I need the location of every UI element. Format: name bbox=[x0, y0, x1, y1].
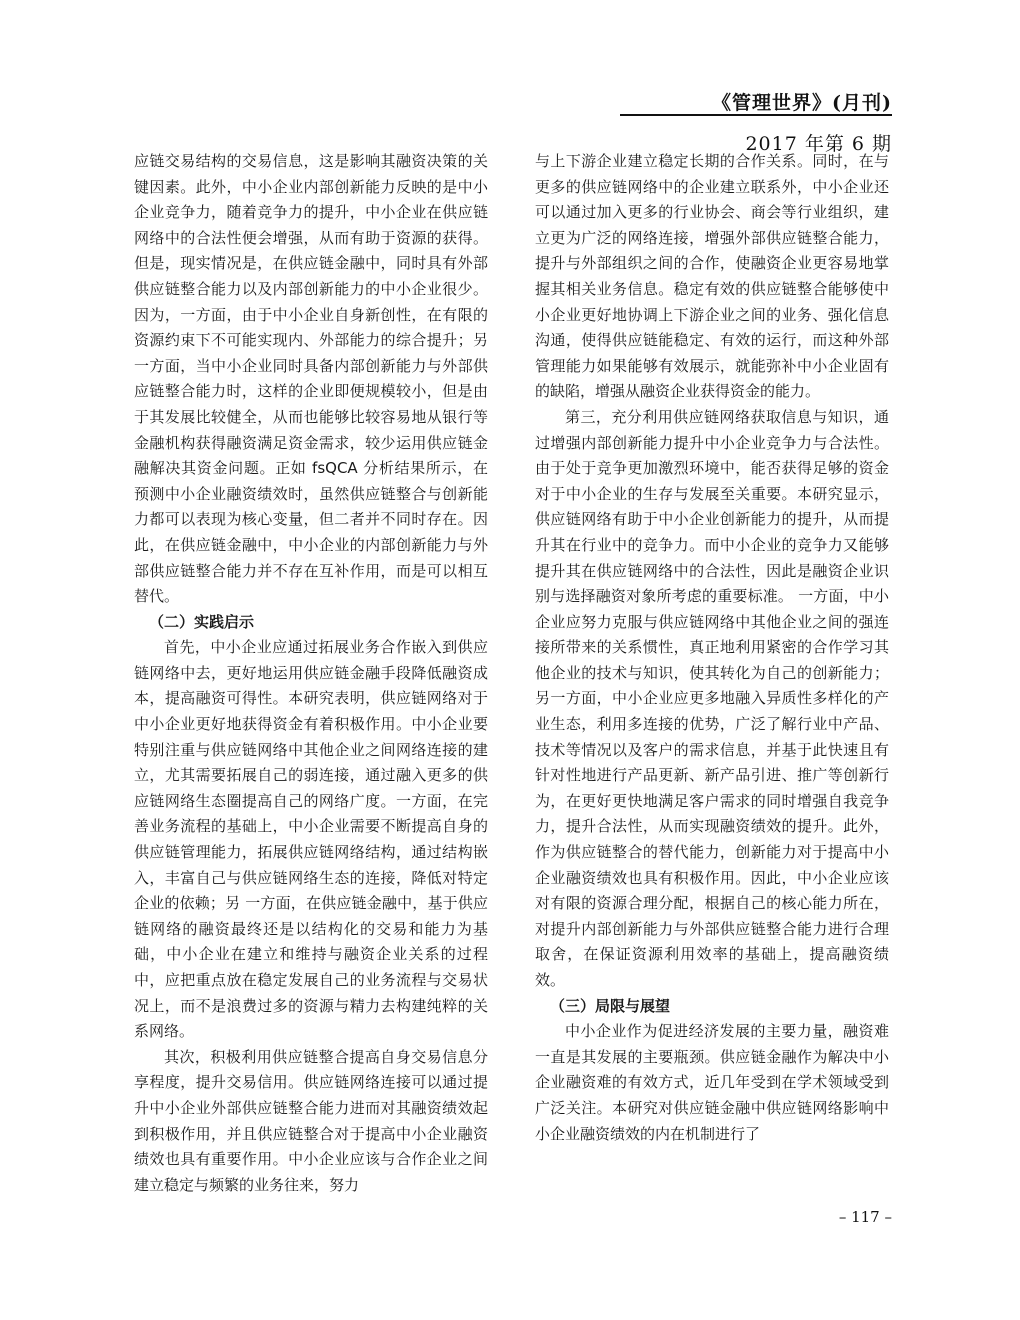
page-number: – 117 – bbox=[838, 1208, 892, 1226]
right-column bbox=[535, 149, 889, 1147]
issue-label: 2017 年第 6 期 bbox=[745, 133, 892, 155]
paragraph: 应链交易结构的交易信息，这是影响其融资决策的关键因素。此外，中小企业内部创新能力反映的是中小企业竞争力，随着竞争力的提升，中小企业在供应链网络中的合法性便会增强，从而有助于资源的获得。但是，现实情况是，在供应链金融中，同时具有外部供应链整合能力以及内部创新能力的中小企业很少。因为，一方面，由于中小企业自身新创性，在有限的资源约束下不可能实现内、外部能力的综合提升；另一方面，当中小企业同时具备内部创新能力与外部供应链整合能力时，这样的企业即便规模较小，但是由于其发展比较健全，从而也能够比较容易地从银行等金融机构获得融资满足资金需求，较少运用供应链金融解决其资金问题。正如 fsQCA 分析结果所示，在预测中小企业融资绩效时，虽然供应链整合与创新能力都可以表现为核心变量，但二者并不同时存在。因此，在供应链金融中，中小企业的内部创新能力与外部供应链整合能力并不存在互补作用，而是可以相互替代。 bbox=[134, 152, 488, 606]
header-rule bbox=[620, 114, 892, 116]
paragraph: 首先，中小企业应通过拓展业务合作嵌入到供应链网络中去，更好地运用供应链金融手段降低融资成本，提高融资可得性。本研究表明，供应链网络对于中小企业更好地获得资金有着积极作用。中小企业要特别注重与供应链网络中其他企业之间网络连接的建立，尤其需要拓展自己的弱连接，通过融入更多的供应链网络生态圈提高自己的网络广度。一方面，在完善业务流程的基础上，中小企业需要不断提高自身的供应链管理能力，拓展供应链网络结构，通过结构嵌入，丰富自己与供应链网络生态的连接，降低对特定企业的依赖；另 一方面，在供应链金融中，基于供应链网络的融资最终还是以结构化的交易和能力为基础，中小企业在建立和维持与融资企业关系的过程中，应把重点放在稳定发展自己的业务流程与交易状况上，而不是浪费过多的资源与精力去构建纯粹的关系网络。 bbox=[134, 638, 488, 1041]
running-header bbox=[712, 88, 892, 156]
section-heading: （三）局限与展望 bbox=[550, 996, 671, 1015]
paragraph: 第三，充分利用供应链网络获取信息与知识，通过增强内部创新能力提升中小企业竞争力与合法性。由于处于竞争更加激烈环境中，能否获得足够的资金对于中小企业的生存与发展至关重要。本研究显示，供应链网络有助于中小企业创新能力的提升，从而提升其在行业中的竞争力。而中小企业的竞争力又能够提升其在供应链网络中的合法性，因此是融资企业识别与选择融资对象所考虑的重要标准。 一方面，中小企业应努力克服与供应链网络中其他企业之间的强连接所带来的关系惯性，真正地利用紧密的合作学习其他企业的技术与知识，使其转化为自己的创新能力；另一方面，中小企业应更多地融入异质性多样化的产业生态，利用多连接的优势，广泛了解行业中产品、技术等情况以及客户的需求信息，并基于此快速且有针对性地进行产品更新、新产品引进、推广等创新行为，在更好更快地满足客户需求的同时增强自我竞争力，提升合法性，从而实现融资绩效的提升。此外，作为供应链整合的替代能力，创新能力对于提高中小企业融资绩效也具有积极作用。因此，中小企业应该对有限的资源合理分配，根据自己的核心能力所在，对提升内部创新能力与外部供应链整合能力进行合理取舍，在保证资源利用效率的基础上，提高融资绩效。 bbox=[535, 407, 889, 989]
paragraph: 中小企业作为促进经济发展的主要力量，融资难 一直是其发展的主要瓶颈。供应链金融作为解决中小企业融资难的有效方式，近几年受到在学术领域受到广泛关注。本研究对供应链金融中供应链网络影响中小企业融资绩效的内在机制进行了 bbox=[535, 1022, 889, 1143]
paragraph: 其次，积极利用供应链整合提高自身交易信息分享程度，提升交易信用。供应链网络连接可以通过提升中小企业外部供应链整合能力进而对其融资绩效起到积极作用，并且供应链整合对于提高中小企业融资绩效也具有重要作用。中小企业应该与合作企业之间建立稳定与频繁的业务往来，努力 bbox=[134, 1047, 488, 1194]
left-column bbox=[134, 149, 488, 1198]
section-heading: （二）实践启示 bbox=[149, 612, 255, 631]
paragraph: 与上下游企业建立稳定长期的合作关系。同时，在与更多的供应链网络中的企业建立联系外，中小企业还可以通过加入更多的行业协会、商会等行业组织，建立更为广泛的网络连接，增强外部供应链整合能力，提升与外部组织之间的合作，使融资企业更容易地掌握其相关业务信息。稳定有效的供应链整合能够使中小企业更好地协调上下游企业之间的业务、强化信息沟通，使得供应链能稳定、有效的运行，而这种外部管理能力如果能够有效展示，就能弥补中小企业固有的缺陷，增强从融资企业获得资金的能力。 bbox=[535, 152, 889, 401]
journal-title: 《管理世界》(月刊) bbox=[712, 92, 892, 114]
